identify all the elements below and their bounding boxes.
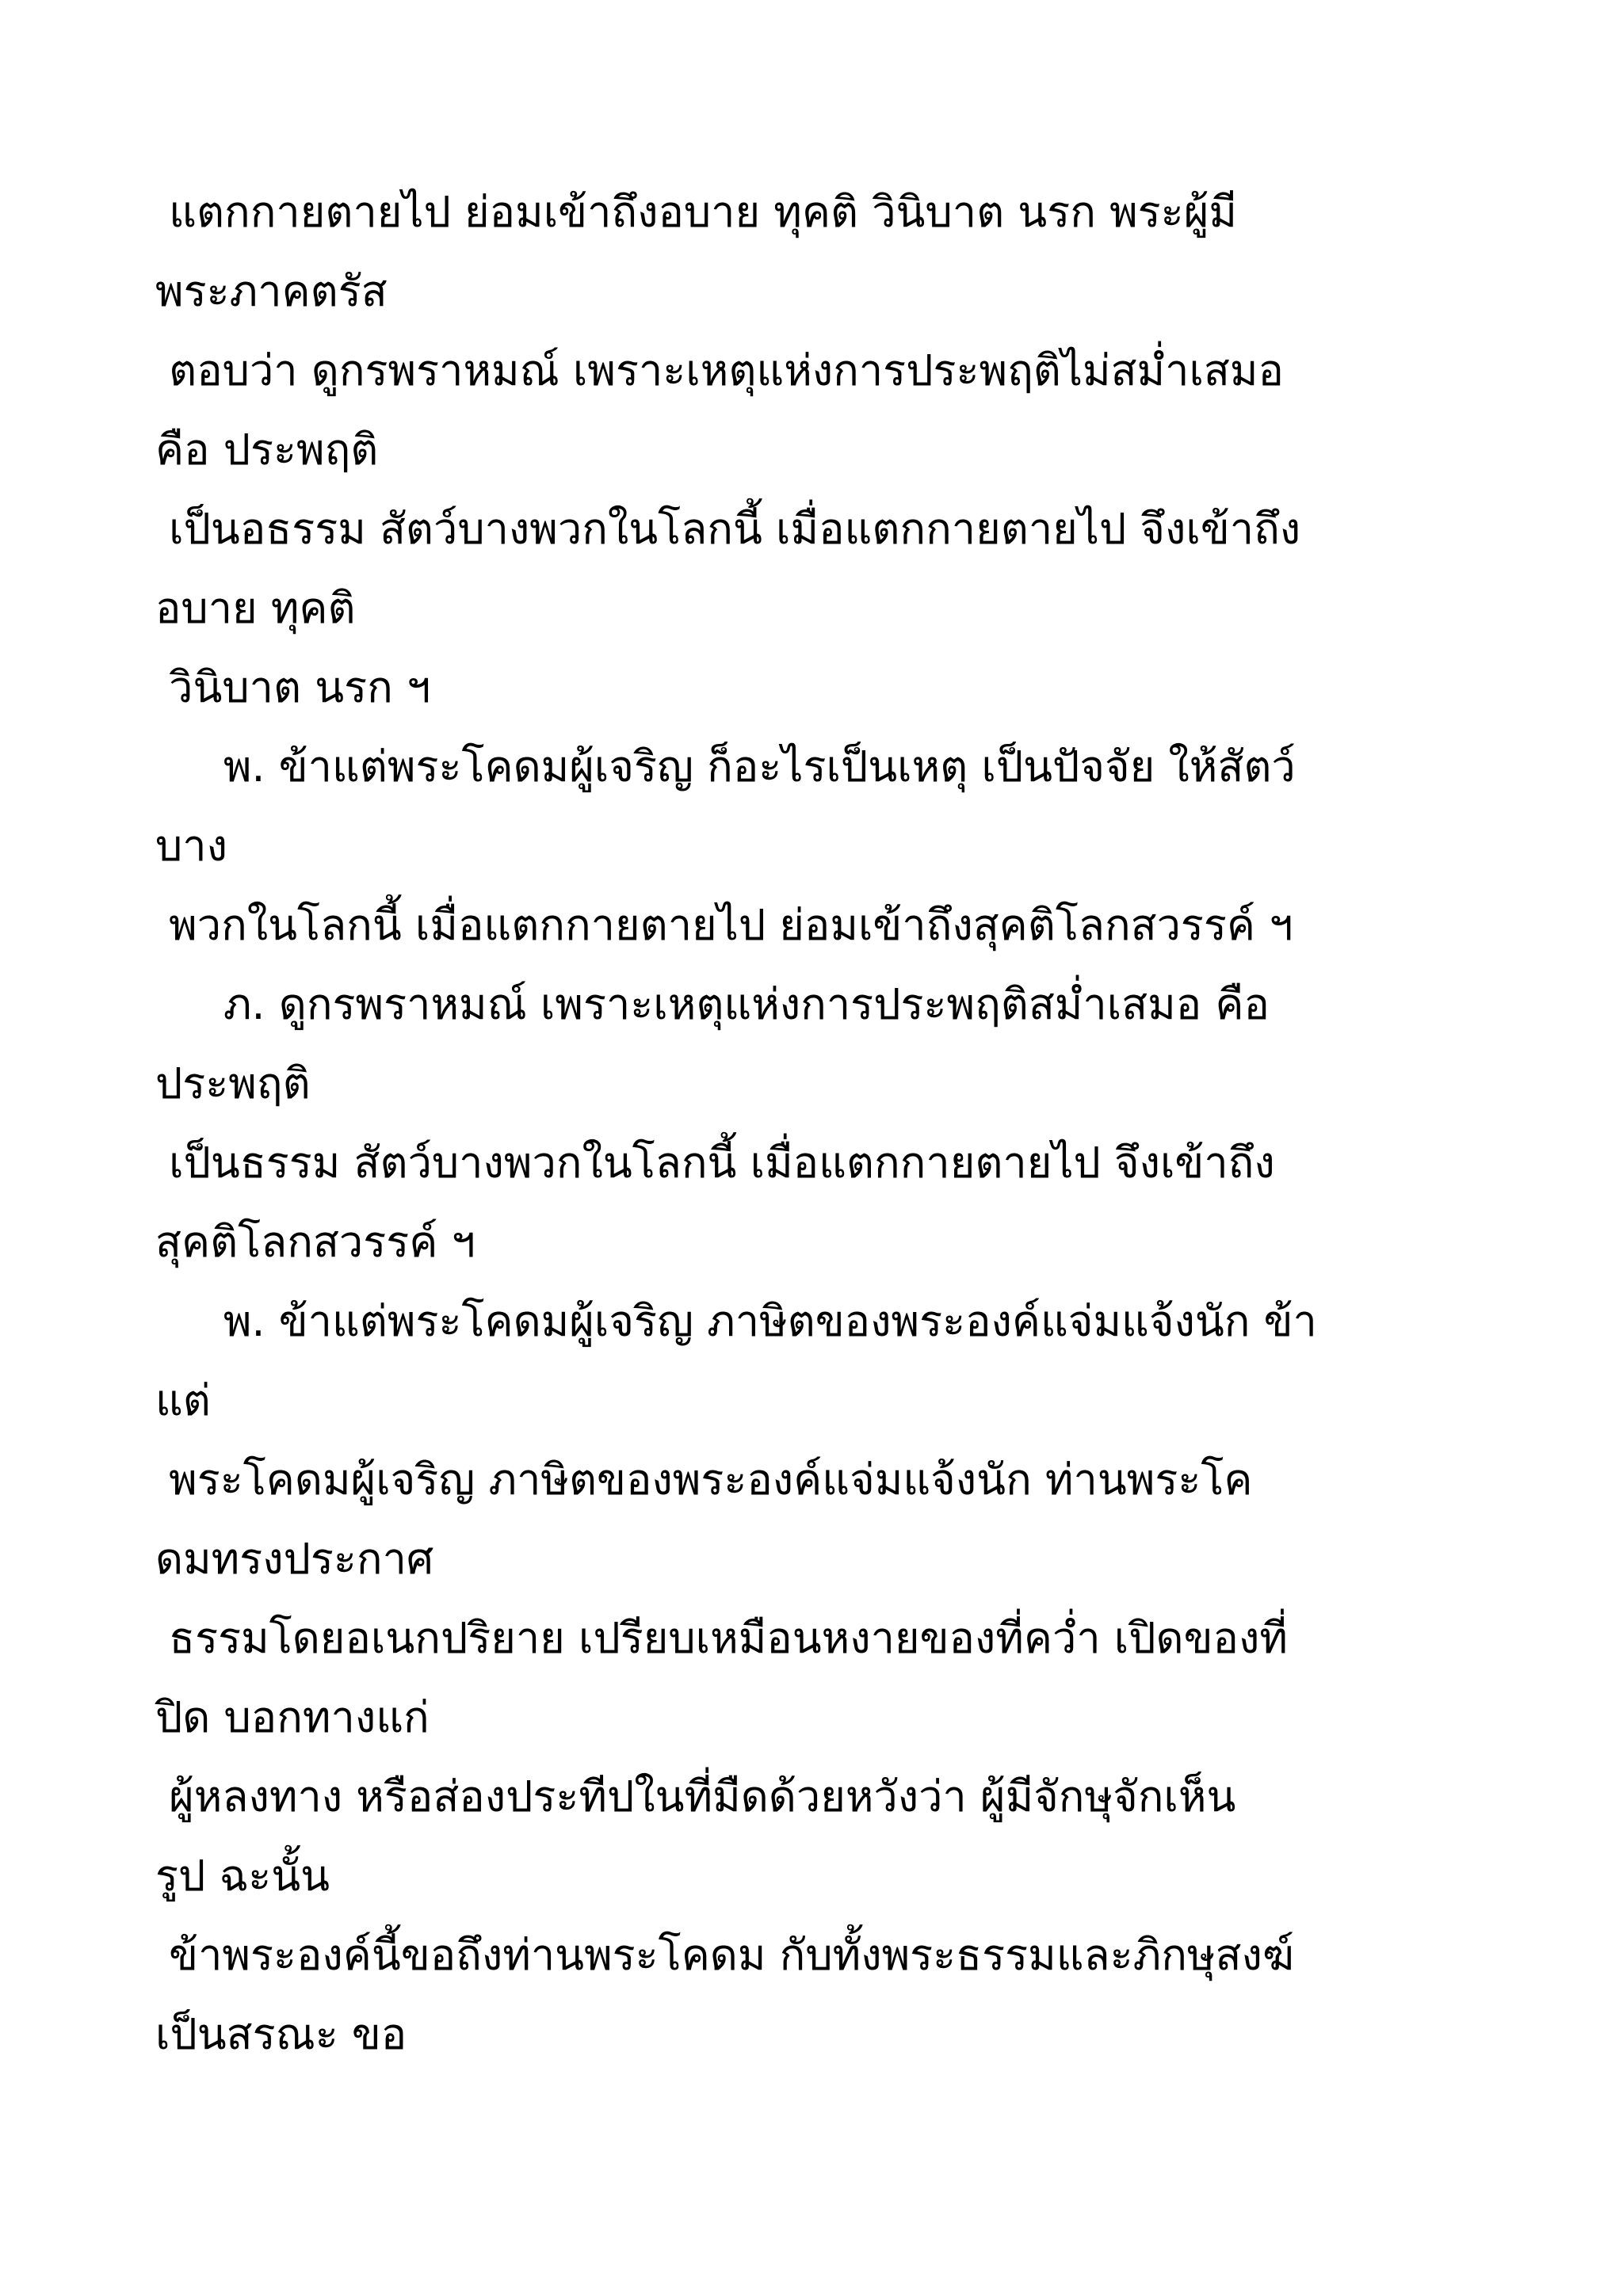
text-line: ภ. ดูกรพราหมณ์ เพราะเหตุแห่งการประพฤติสม่ำเสมอ คือ xyxy=(155,979,1270,1029)
text-line: บาง xyxy=(155,821,227,871)
text-line: ดมทรงประกาศ xyxy=(155,1534,434,1584)
text-line: สุคติโลกสวรรค์ ฯ xyxy=(155,1217,475,1267)
text-line: พระภาคตรัส xyxy=(155,266,388,316)
text-line: คือ ประพฤติ xyxy=(155,425,379,475)
text-line: เป็นสรณะ ขอ xyxy=(155,2009,407,2059)
text-line: พ. ข้าแต่พระโคดมผู้เจริญ ภาษิตของพระองค์แจ่มแจ้งนัก ข้า xyxy=(155,1296,1317,1346)
text-line: พระโคดมผู้เจริญ ภาษิตของพระองค์แจ่มแจ้งนัก ท่านพระโค xyxy=(155,1455,1253,1505)
text-line: แตกกายตายไป ย่อมเข้าถึงอบาย ทุคติ วินิบาต นรก พระผู้มี xyxy=(155,187,1237,237)
text-line: ตอบว่า ดูกรพราหมณ์ เพราะเหตุแห่งการประพฤติไม่สม่ำเสมอ xyxy=(155,345,1284,395)
text-line: อบาย ทุคติ xyxy=(155,583,356,633)
text-line: ข้าพระองค์นี้ขอถึงท่านพระโคดม กับทั้งพระธรรมและภิกษุสงฆ์ xyxy=(155,1930,1294,1980)
text-line: รูป ฉะนั้น xyxy=(155,1851,330,1901)
text-line: พวกในโลกนี้ เมื่อแตกกายตายไป ย่อมเข้าถึงสุคติโลกสวรรค์ ฯ xyxy=(155,900,1293,950)
text-line: เป็นธรรม สัตว์บางพวกในโลกนี้ เมื่อแตกกายตายไป จึงเข้าถึง xyxy=(155,1138,1275,1188)
text-line: ธรรมโดยอเนกปริยาย เปรียบเหมือนหงายของที่คว่ำ เปิดของที่ xyxy=(155,1613,1288,1663)
text-line: ปิด บอกทางแก่ xyxy=(155,1692,430,1742)
document-body xyxy=(155,173,1518,2074)
text-line: แต่ xyxy=(155,1375,211,1425)
text-line: พ. ข้าแต่พระโคดมผู้เจริญ ก็อะไรเป็นเหตุ เป็นปัจจัย ให้สัตว์ xyxy=(155,742,1296,791)
text-line: ประพฤติ xyxy=(155,1058,311,1108)
text-line: เป็นอธรรม สัตว์บางพวกในโลกนี้ เมื่อแตกกายตายไป จึงเข้าถึง xyxy=(155,504,1301,554)
text-line: ผู้หลงทาง หรือส่องประทีปในที่มืดด้วยหวังว่า ผู้มีจักษุจักเห็น xyxy=(155,1772,1236,1821)
text-line: วินิบาต นรก ฯ xyxy=(155,662,431,712)
